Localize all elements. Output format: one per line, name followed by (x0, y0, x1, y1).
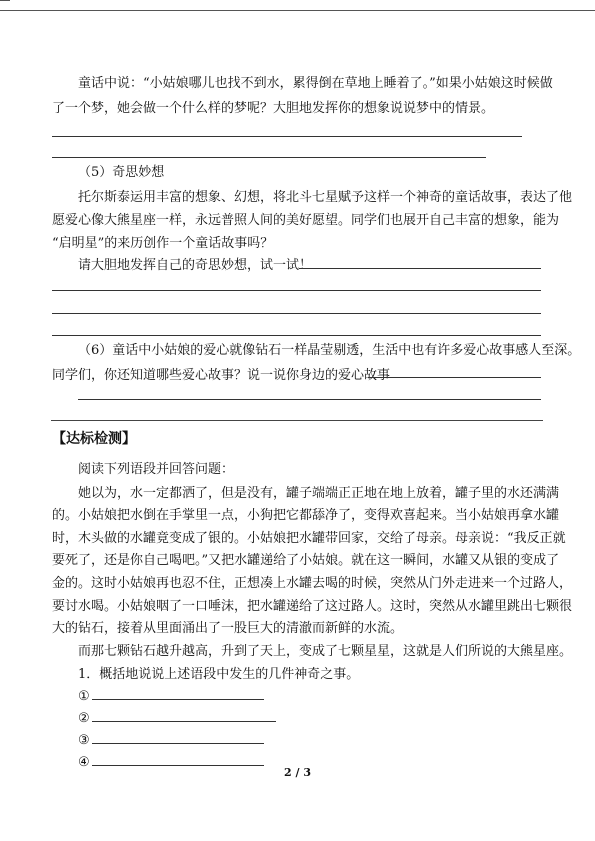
dream-question-line-1: 童话中说：“小姑娘哪儿也找不到水，累得倒在草地上睡着了。”如果小姑娘这时候做 (78, 76, 553, 91)
q5-text-line-3: “启明星”的来历创作一个童话故事吗？ (52, 236, 274, 251)
answer-line (52, 157, 486, 158)
q6-text-line-1: （6）童话中小姑娘的爱心就像钻石一样晶莹剔透，生活中也有许多爱心故事感人至深。 (78, 343, 581, 358)
q5-text-line-2: 愿爱心像大熊星座一样，永远普照人间的美好愿望。同学们也展开自己丰富的想象，能为 (52, 213, 560, 228)
passage-line: 而那七颗钻石越升越高，升到了天上，变成了七颗星星，这就是人们所说的大熊星座。 (78, 644, 573, 659)
q6-text-line-2: 同学们，你还知道哪些爱心故事？说一说你身边的爱心故事 (52, 368, 391, 383)
passage-line: 金的。这时小姑娘再也忍不住，正想凑上水罐去喝的时候，突然从门外走进来一个过路人， (52, 576, 573, 591)
assessment-heading: 【达标检测】 (52, 431, 136, 447)
answer-marker-3: ③ (78, 733, 90, 748)
passage-line: 大的钻石，接着从里面涌出了一股巨大的清澈而新鲜的水流。 (52, 621, 404, 636)
page-number: 2 / 3 (284, 766, 311, 779)
answer-line (299, 268, 541, 269)
dream-question-line-2: 了一个梦，她会做一个什么样的梦呢？大胆地发挥你的想象说说梦中的情景。 (52, 101, 495, 116)
passage-line: 的。小姑娘把水倒在手掌里一点，小狗把它都舔净了，变得欢喜起来。当小姑娘再拿水罐 (52, 508, 560, 523)
answer-line (52, 136, 522, 137)
answer-line (52, 313, 541, 314)
header-rule (0, 10, 595, 11)
passage-line: 要死了，还是你自己喝吧。”又把水罐递给了小姑娘。就在这一瞬间，水罐又从银的变成了 (52, 553, 560, 568)
q5-text-line-1: 托尔斯泰运用丰富的想象、幻想，将北斗七星赋予这样一个神奇的童话故事，表达了他 (78, 190, 573, 205)
q5-title: （5）奇思妙想 (78, 165, 165, 180)
header-left-dash (0, 0, 10, 1)
passage-line: 要讨水喝。小姑娘咽了一口唾沫，把水罐递给了这过路人。这时，突然从水罐里跳出七颗很 (52, 599, 573, 614)
passage-line: 她以为，水一定都洒了，但是没有，罐子端端正正地在地上放着，罐子里的水还满满 (78, 486, 560, 501)
answer-line (52, 335, 541, 336)
passage-line: 时，木头做的水罐竟变成了银的。小姑娘把水罐带回家，交给了母亲。母亲说：“我反正就 (52, 531, 566, 546)
answer-marker-1: ① (78, 689, 90, 704)
answer-line (92, 743, 264, 744)
answer-marker-2: ② (78, 711, 90, 726)
section-separator (51, 420, 543, 421)
answer-line (78, 399, 541, 400)
answer-line (92, 699, 264, 700)
q5-prompt: 请大胆地发挥自己的奇思妙想，试一试！ (78, 258, 313, 273)
answer-line (368, 377, 541, 378)
answer-line (52, 290, 541, 291)
answer-marker-4: ④ (78, 755, 90, 770)
assessment-instruction: 阅读下列语段并回答问题： (78, 462, 235, 477)
question-1: 1．概括地说说上述语段中发生的几件神奇之事。 (78, 667, 360, 682)
answer-line (92, 721, 276, 722)
